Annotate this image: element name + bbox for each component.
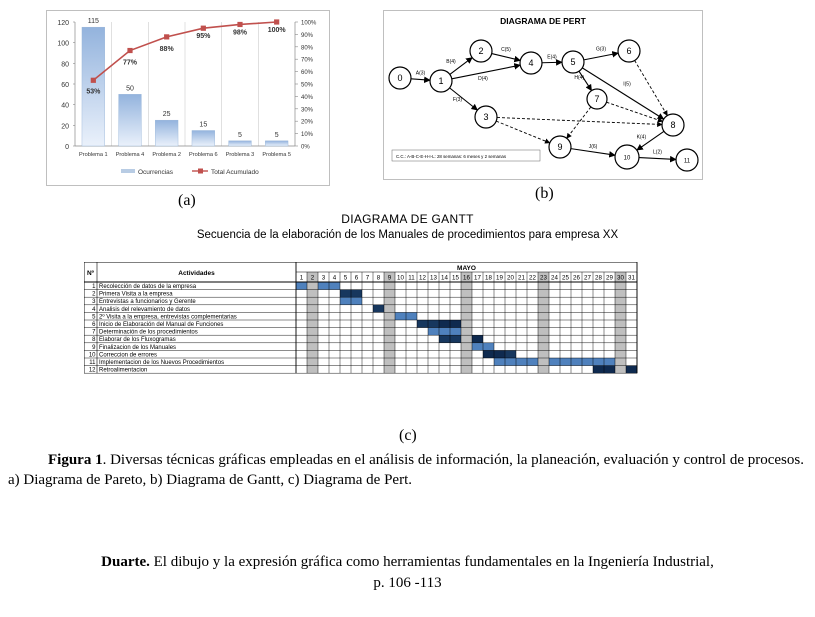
pareto-x-tick: Problema 5: [262, 152, 291, 158]
pareto-y2-tick: 20%: [301, 119, 314, 126]
gantt-activity-number: 4: [92, 306, 96, 313]
pert-node-label: 4: [528, 58, 534, 68]
pareto-x-tick: Problema 4: [115, 152, 145, 158]
pareto-y2-tick: 70%: [301, 57, 314, 64]
gantt-bar: [373, 305, 384, 313]
gantt-day-label: 10: [397, 274, 404, 282]
pareto-y-tick: 60: [61, 82, 69, 89]
pareto-y2-tick: 100%: [301, 20, 317, 27]
gantt-activity-name: Determinación de los procedimientos: [99, 329, 198, 336]
gantt-activity-number: 5: [92, 314, 96, 321]
pareto-bar: [82, 27, 105, 146]
pert-edge-label: A(3): [415, 70, 426, 77]
gantt-chart-svg: [84, 262, 652, 408]
pareto-bar: [229, 141, 252, 146]
gantt-day-label: 12: [419, 274, 426, 282]
pareto-legend-swatch-bar: [121, 169, 135, 173]
pert-edge: [606, 102, 662, 121]
pert-edge-label: K(4): [636, 134, 647, 141]
caption-figure-number: Figura 1: [48, 452, 103, 468]
pert-node-label: 1: [438, 76, 444, 86]
gantt-day-label: 5: [343, 274, 348, 282]
gantt-day-label: 24: [551, 274, 558, 282]
gantt-activity-name: Inicio de Elaboración del Manual de Funciones: [99, 322, 224, 328]
pareto-y2-tick: 80%: [301, 45, 314, 52]
pert-edge: [567, 107, 591, 138]
gantt-activity-number: 9: [92, 344, 96, 351]
gantt-activity-name: Entrevistas a funcionarios y Gerente: [99, 299, 196, 306]
pareto-bar: [155, 120, 178, 146]
gantt-bar: [296, 282, 307, 290]
gantt-activity-number: 8: [92, 337, 96, 344]
gantt-day-label: 6: [354, 274, 359, 282]
pareto-cumulative-label: 88%: [159, 45, 174, 53]
footer-author: Duarte.: [101, 554, 150, 570]
pareto-cumulative-point: [91, 78, 96, 83]
pert-node-label: 11: [683, 158, 691, 165]
figure-label-b: (b): [535, 185, 554, 202]
gantt-subtitle: Secuencia de la elaboración de los Manuales de procedimientos para empresa XX: [196, 229, 619, 241]
pareto-y2-tick: 0%: [301, 144, 310, 151]
footer-citation: [0, 552, 815, 594]
pareto-y2-tick: 60%: [301, 70, 314, 77]
gantt-day-label: 27: [584, 274, 591, 282]
pareto-legend-label: Ocurrencias: [138, 169, 174, 176]
pert-critical-path-note: C.C.: A-B-C-E-H-I-L: 28 semanas: 6 meses y 2 semanas: [396, 154, 507, 159]
pareto-bar-label: 50: [126, 85, 134, 93]
gantt-day-label: 15: [452, 274, 459, 282]
pareto-bar-label: 25: [162, 111, 171, 119]
pert-node-label: 7: [594, 94, 600, 104]
gantt-day-label: 11: [408, 274, 415, 282]
caption-text: . Diversas técnicas gráficas empleadas en el análisis de información, la planeación, evaluación y control de procesos. a) Diagrama de Pareto, b) Diagrama de Gantt, c) Diagrama de Pert.: [8, 452, 804, 488]
pert-node-label: 0: [397, 73, 403, 83]
gantt-day-label: 18: [485, 274, 492, 282]
pert-edge: [639, 158, 676, 160]
pert-edge-label: C(5): [501, 47, 511, 53]
gantt-day-label: 13: [430, 274, 437, 282]
gantt-activity-name: Recolección de datos de la empresa: [99, 284, 197, 290]
gantt-activity-name: 2º Visita a la empresa, entrevistas complementarias: [99, 314, 237, 321]
pareto-cumulative-point: [201, 26, 206, 31]
gantt-day-label: 17: [474, 274, 481, 282]
figure-label-a: (a): [178, 192, 196, 209]
pareto-y2-tick: 30%: [301, 107, 314, 114]
gantt-activity-name: Elaborar de los Fluxogramas: [99, 337, 176, 344]
gantt-day-label: 21: [518, 274, 525, 282]
gantt-activity-name: Finalizacion de los Manuales: [99, 344, 177, 351]
pert-edge: [496, 121, 550, 143]
gantt-day-label: 25: [562, 274, 569, 282]
gantt-day-label: 3: [321, 274, 326, 282]
gantt-activity-name: Primera Visita a la empresa: [99, 291, 173, 298]
pareto-y2-tick: 50%: [301, 82, 314, 89]
gantt-day-label: 1: [299, 274, 304, 282]
pert-edge-label: D(4): [478, 76, 488, 82]
gantt-bar: [626, 366, 637, 374]
pert-node-label: 10: [623, 155, 631, 162]
pareto-chart: [46, 10, 330, 186]
pert-diagram: [383, 10, 703, 180]
pert-edge: [492, 54, 521, 61]
pert-edge-label: B(4): [446, 59, 456, 65]
gantt-day-label: 16: [463, 274, 470, 282]
pert-title: DIAGRAMA DE PERT: [500, 16, 586, 26]
gantt-day-label: 30: [617, 274, 624, 282]
gantt-day-label: 19: [496, 274, 503, 282]
gantt-activity-number: 11: [89, 360, 96, 366]
pert-diagram-svg: [384, 11, 702, 179]
pareto-x-tick: Problema 6: [189, 152, 218, 158]
gantt-activity-name: Implementacion de los Nuevos Procedimientos: [99, 360, 225, 366]
pareto-y-tick: 0: [65, 144, 69, 151]
gantt-day-label: 28: [595, 274, 602, 282]
pert-edge: [497, 117, 662, 124]
pert-edge-label: L(2): [653, 149, 662, 156]
gantt-day-label: 29: [606, 274, 613, 282]
gantt-header-activities: Actividades: [178, 270, 215, 277]
pareto-bar: [119, 94, 142, 146]
pareto-y-tick: 20: [61, 123, 69, 131]
pareto-cumulative-point: [127, 48, 132, 53]
pareto-y-tick: 120: [57, 20, 69, 27]
pert-edge-label: I(5): [623, 81, 631, 88]
pareto-bar: [192, 131, 215, 147]
gantt-activity-name: Analisis del relevamiento de datos: [99, 306, 191, 313]
gantt-activity-name: Retroalimentacion: [99, 367, 148, 374]
pareto-y2-tick: 40%: [301, 94, 314, 101]
pareto-cumulative-label: 95%: [196, 33, 211, 41]
gantt-bar: [505, 350, 516, 358]
pareto-y-tick: 40: [61, 102, 69, 110]
pert-edge: [584, 53, 618, 60]
gantt-day-label: 23: [540, 274, 547, 282]
pareto-y2-tick: 10%: [301, 132, 314, 139]
gantt-bar: [472, 335, 483, 343]
pareto-bar-label: 15: [199, 121, 208, 129]
gantt-activity-number: 2: [92, 291, 96, 298]
pareto-y2-tick: 90%: [301, 32, 314, 39]
gantt-day-label: 31: [628, 274, 635, 282]
pareto-legend-swatch-point: [198, 169, 203, 174]
gantt-chart: [84, 262, 652, 413]
gantt-day-label: 22: [529, 274, 536, 282]
gantt-day-label: 20: [507, 274, 514, 282]
footer-title: El dibujo y la expresión gráfica como herramientas fundamentales en la Ingeniería Industrial,: [149, 554, 714, 570]
pert-edge-label: G(3): [596, 46, 606, 53]
pareto-bar-label: 5: [238, 131, 242, 139]
pareto-cumulative-point: [274, 19, 279, 24]
pert-node-label: 5: [570, 57, 576, 67]
gantt-activity-name: Correccion de errores: [99, 352, 158, 359]
gantt-title: DIAGRAMA DE GANTT: [341, 212, 474, 226]
gantt-header-number: Nº: [86, 270, 95, 277]
gantt-activity-number: 12: [88, 367, 96, 374]
pareto-bar: [265, 141, 288, 146]
gantt-day-label: 4: [332, 274, 337, 282]
gantt-day-label: 7: [365, 274, 370, 282]
pert-edge-label: J(6): [588, 143, 598, 150]
figure-caption: [8, 450, 806, 490]
pareto-cumulative-label: 98%: [232, 29, 248, 37]
gantt-bar: [428, 328, 461, 336]
pareto-chart-svg: [47, 11, 329, 185]
gantt-day-label: 2: [310, 274, 315, 282]
pert-node-label: 6: [626, 46, 632, 56]
gantt-activity-number: 1: [92, 284, 96, 290]
pareto-legend-label: Total Acumulado: [211, 169, 259, 176]
gantt-header-month: MAYO: [457, 265, 476, 272]
gantt-day-label: 14: [441, 274, 448, 282]
gantt-activity-number: 7: [92, 329, 96, 336]
gantt-activity-number: 3: [92, 299, 96, 306]
gantt-activity-number: 10: [88, 352, 96, 359]
gantt-day-label: 26: [573, 274, 580, 282]
pareto-x-tick: Problema 1: [79, 152, 108, 158]
pert-node-label: 8: [670, 120, 676, 130]
pareto-cumulative-point: [237, 22, 242, 27]
pareto-bar-label: 115: [87, 18, 99, 26]
pareto-x-tick: Problema 2: [152, 152, 181, 158]
pert-node-label: 2: [478, 46, 484, 56]
gantt-day-label: 9: [387, 274, 392, 282]
pareto-y-tick: 80: [61, 61, 69, 69]
pareto-cumulative-point: [164, 34, 169, 39]
pert-edge: [635, 60, 668, 115]
pareto-cumulative-label: 100%: [267, 27, 286, 34]
pareto-bar-label: 5: [274, 131, 279, 139]
pert-node-label: 9: [557, 142, 563, 152]
footer-pages: p. 106 -113: [373, 575, 442, 591]
pareto-x-tick: Problema 3: [225, 152, 255, 158]
gantt-activity-number: 6: [92, 322, 96, 328]
pareto-cumulative-label: 53%: [86, 88, 101, 96]
pert-edge: [411, 79, 430, 80]
gantt-day-label: 8: [376, 274, 381, 282]
figure-label-c: (c): [399, 427, 417, 444]
pert-edge-label: H(4): [574, 74, 585, 81]
pert-node-label: 3: [483, 112, 489, 122]
pert-edge-label: E(4): [547, 54, 557, 61]
pareto-y-tick: 100: [57, 40, 69, 48]
pareto-cumulative-label: 77%: [122, 59, 138, 67]
pert-edge-label: F(3): [452, 97, 463, 103]
